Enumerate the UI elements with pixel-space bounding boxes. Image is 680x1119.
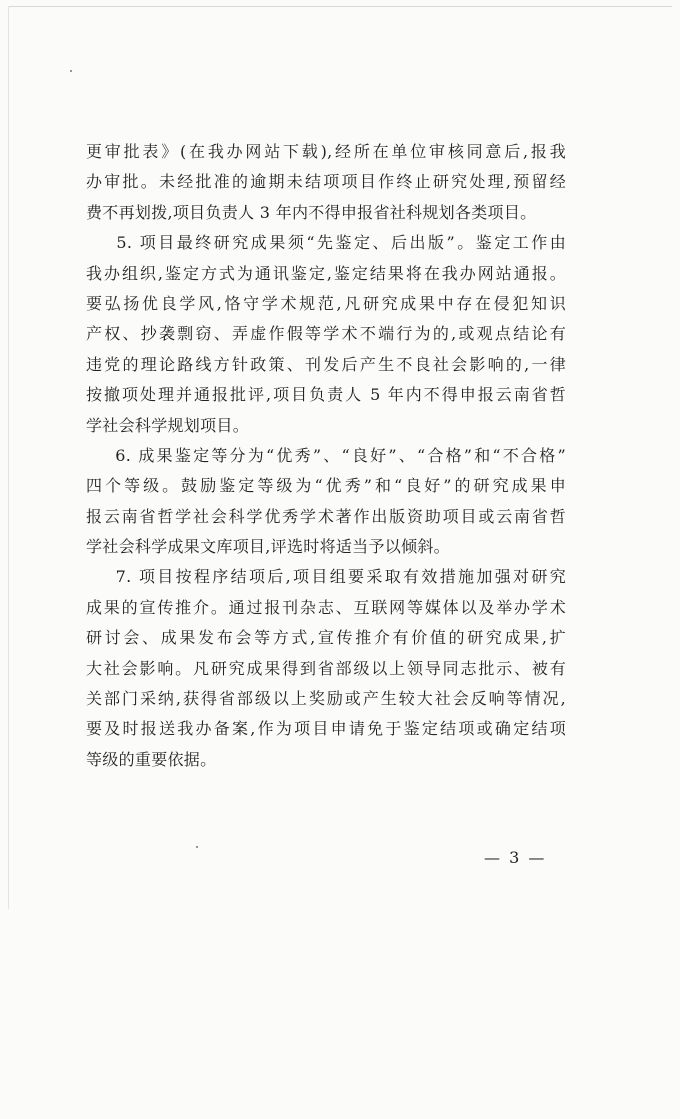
page-number: — 3 — <box>484 848 547 867</box>
text-line: 要及时报送我办备案,作为项目申请免于鉴定结项或确定结项 <box>86 719 566 739</box>
text-line: 产权、抄袭剽窃、弄虚作假等学术不端行为的,或观点结论有 <box>86 324 566 344</box>
text-line: 费不再划拨,项目负责人 3 年内不得申报省社科规划各类项目。 <box>86 202 537 222</box>
scan-border-top <box>8 6 672 7</box>
text-line: 成果的宣传推介。通过报刊杂志、互联网等媒体以及举办学术 <box>86 597 566 617</box>
text-line: 7. 项目按程序结项后,项目组要采取有效措施加强对研究 <box>86 567 566 587</box>
text-line: 我办组织,鉴定方式为通讯鉴定,鉴定结果将在我办网站通报。 <box>86 263 566 283</box>
text-line: 要弘扬优良学风,恪守学术规范,凡研究成果中存在侵犯知识 <box>86 293 566 313</box>
text-line: 更审批表》(在我办网站下载),经所在单位审核同意后,报我 <box>86 142 566 161</box>
text-line: 学社会科学规划项目。 <box>86 415 250 435</box>
text-line: 等级的重要依据。 <box>86 749 217 769</box>
text-line: 研讨会、成果发布会等方式,宣传推介有价值的研究成果,扩 <box>86 628 566 648</box>
text-line: 关部门采纳,获得省部级以上奖励或产生较大社会反响等情况, <box>86 689 566 709</box>
text-line: 报云南省哲学社会科学优秀学术著作出版资助项目或云南省哲 <box>86 506 566 526</box>
scan-speck <box>196 846 198 848</box>
text-line: 大社会影响。凡研究成果得到省部级以上领导同志批示、被有 <box>86 658 566 678</box>
text-line: 按撤项处理并通报批评,项目负责人 5 年内不得申报云南省哲 <box>86 385 566 405</box>
text-line: 6. 成果鉴定等分为“优秀”、“良好”、“合格”和“不合格” <box>86 445 566 465</box>
text-line: 四个等级。鼓励鉴定等级为“优秀”和“良好”的研究成果申 <box>86 476 566 496</box>
body-text <box>86 137 566 775</box>
text-line: 违党的理论路线方针政策、刊发后产生不良社会影响的,一律 <box>86 354 566 374</box>
text-line: 5. 项目最终研究成果须“先鉴定、后出版”。鉴定工作由 <box>86 233 566 253</box>
text-line: 办审批。未经批准的逾期未结项项目作终止研究处理,预留经 <box>86 172 566 192</box>
scan-speck <box>70 70 72 72</box>
text-line: 学社会科学成果文库项目,评选时将适当予以倾斜。 <box>86 537 450 557</box>
scan-border-left <box>8 6 9 909</box>
